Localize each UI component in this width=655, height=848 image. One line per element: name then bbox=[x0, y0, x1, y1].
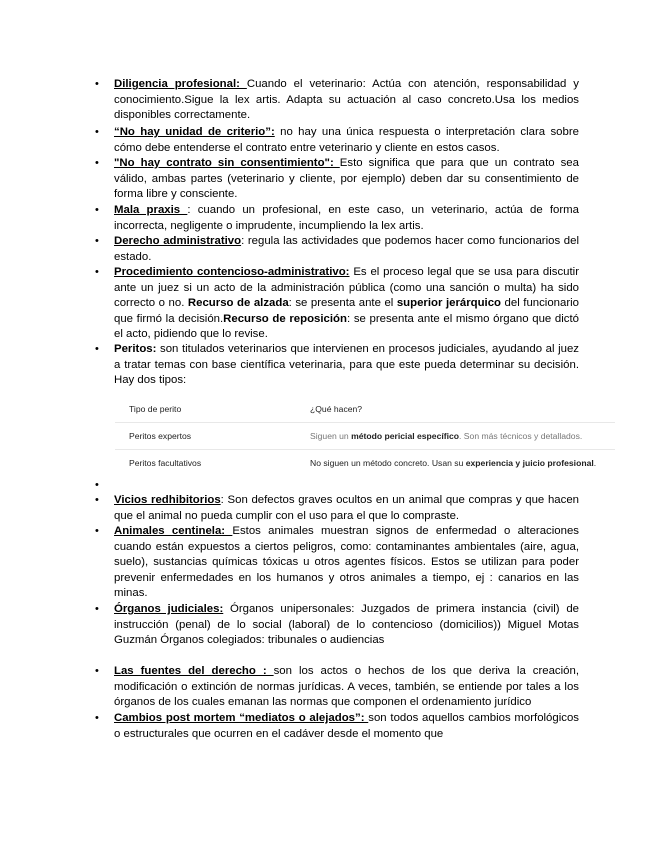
perito-description bbox=[296, 450, 615, 477]
definition: Estos animales muestran signos de enfermedad o alteraciones cuando están expuestos a ciertos peligros, como: contaminantes ambientales (aire, agua, suelo), sustancias químicas tóxicas u otros agentes físicos. Estos se utilizan para poder prevenir enfermedades en los humanos y otros animales a tiempo, ej : canarios en las minas. bbox=[114, 525, 579, 600]
term: Peritos: bbox=[114, 343, 157, 355]
recurso-alzada: Recurso de alzada bbox=[187, 297, 289, 310]
list-item-diligencia bbox=[114, 77, 579, 124]
perito-description bbox=[296, 423, 615, 450]
term: "No hay contrato sin consentimiento": bbox=[114, 157, 340, 169]
definition: no hay una única respuesta o interpretación clara sobre cómo debe entenderse el contrato entre veterinario y cliente en estos casos. bbox=[114, 126, 579, 154]
recurso-reposicion: Recurso de reposición bbox=[223, 312, 347, 325]
table-row bbox=[115, 450, 615, 477]
text-fragment: del funcionario que firmó la decisión. bbox=[114, 297, 580, 325]
text-fragment: : se presenta ante el bbox=[288, 297, 397, 310]
perito-type: Peritos facultativos bbox=[129, 458, 202, 468]
header-cell: ¿Qué hacen? bbox=[310, 404, 363, 414]
bold-fragment: experiencia y juicio profesional bbox=[465, 458, 594, 468]
definition: son todos aquellos cambios morfológicos o estructurales que ocurren en el cadáver desde el momento que bbox=[114, 712, 579, 740]
list-item-unidad-criterio bbox=[114, 125, 579, 156]
term: Órganos judiciales: bbox=[114, 603, 224, 615]
definition: son los actos o hechos de los que deriva la creación, modificación o extinción de normas jurídicas. A veces, también, se entiende por tales a los órganos de los cuales emanan las normas que componen el ordenamiento jurídico bbox=[114, 665, 579, 709]
list-item-cambios-post-mortem bbox=[114, 711, 579, 742]
perito-type: Peritos expertos bbox=[129, 431, 192, 441]
list-item-procedimiento bbox=[114, 265, 579, 343]
text-fragment: No siguen un método concreto. Usan su bbox=[310, 458, 466, 468]
term: Derecho administrativo bbox=[114, 235, 242, 247]
definition: Cuando el veterinario: Actúa con atención, responsabilidad y conocimiento.Sigue la lex artis. Adapta su actuación al caso concreto.Usa los medios disponibles correctamente. bbox=[114, 78, 579, 122]
text-fragment: . bbox=[593, 458, 597, 468]
bold-fragment: método pericial específico bbox=[351, 431, 460, 441]
definition: : Son defectos graves ocultos en un animal que compras y que hacen que el animal no pueda cumplir con el uso para el que lo compraste. bbox=[114, 494, 579, 522]
definition: Es el proceso legal que se usa para discutir ante un juez si un acto de la administración pública (como una sanción o multa) ha sido correcto o no. bbox=[114, 266, 579, 310]
peritos-table bbox=[115, 396, 615, 476]
list-item-consentimiento bbox=[114, 156, 579, 203]
term: Vicios redhibitorios bbox=[114, 494, 221, 506]
term: Las fuentes del derecho : bbox=[114, 665, 274, 677]
header-cell: Tipo de perito bbox=[129, 404, 182, 414]
text-fragment: Siguen un bbox=[310, 431, 352, 441]
definition: Esto significa que para que un contrato sea válido, ambas partes (veterinario y cliente, por ejemplo) deben dar su consentimiento de forma libre y consciente. bbox=[114, 157, 579, 201]
table-header-row bbox=[115, 396, 615, 423]
list-item-peritos bbox=[114, 342, 579, 389]
list-item-derecho-administrativo bbox=[114, 234, 579, 265]
definition: son titulados veterinarios que intervienen en procesos judiciales, ayudando al juez a tratar temas con base científica veterinaria, para que este pueda determinar su decisión. Hay dos tipos: bbox=[114, 343, 579, 387]
superior-jerarquico: superior jerárquico bbox=[396, 297, 502, 310]
table-row bbox=[115, 423, 615, 450]
list-item-mala-praxis bbox=[114, 203, 579, 234]
term: Mala praxis bbox=[114, 204, 188, 216]
term: Cambios post mortem “mediatos o alejados”: bbox=[114, 712, 369, 724]
definition: : cuando un profesional, en este caso, un veterinario, actúa de forma incorrecta, negligente o imprudente, incumpliendo la lex artis. bbox=[114, 204, 580, 232]
list-item-vicios bbox=[114, 493, 579, 524]
text-fragment: . Son más técnicos y detallados. bbox=[459, 431, 583, 441]
term: Animales centinela: bbox=[114, 525, 233, 537]
list-item-animales-centinela bbox=[114, 524, 579, 602]
term: Diligencia profesional: bbox=[114, 78, 247, 90]
list-item-organos-judiciales bbox=[114, 602, 579, 649]
term: “No hay unidad de criterio”: bbox=[114, 126, 275, 138]
list-item-fuentes-derecho bbox=[114, 664, 579, 711]
term: Procedimiento contencioso-administrativo: bbox=[114, 266, 350, 278]
text-fragment: : se presenta ante el mismo órgano que dictó el acto, pidiendo que lo revise. bbox=[114, 312, 579, 341]
definition: : regula las actividades que podemos hacer como funcionarios del estado. bbox=[114, 235, 579, 263]
definition: Órganos unipersonales: Juzgados de primera instancia (civil) de instrucción (penal) de lo social (laboral) de lo contencioso (domicilios)) Miguel Motas Guzmán Órganos colegiados: tribunales o audiencias bbox=[114, 603, 579, 647]
